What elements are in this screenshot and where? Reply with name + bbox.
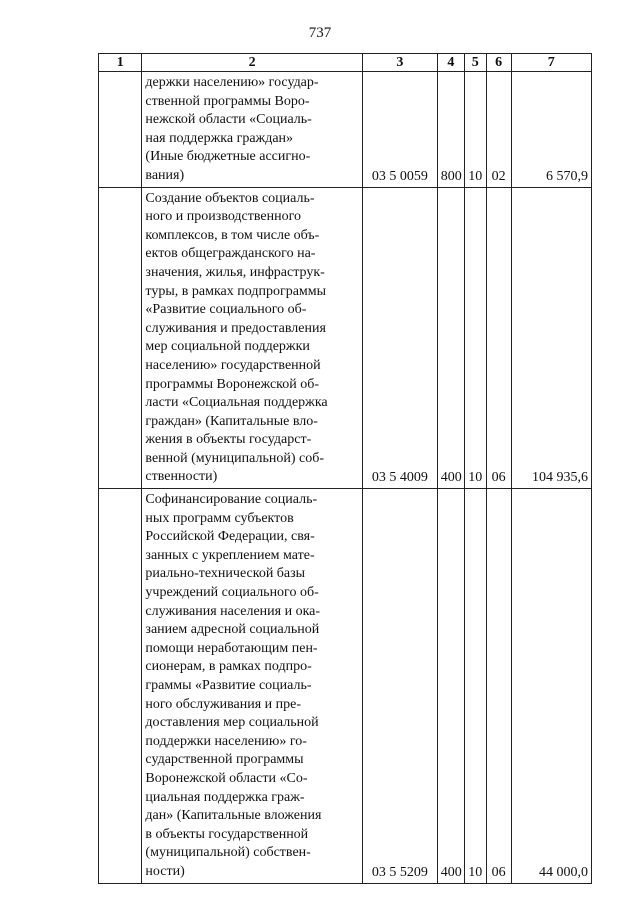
description-line: Российской Федерации, свя- [145, 529, 315, 545]
description-cell [142, 187, 362, 489]
row-index-cell [99, 72, 142, 188]
section-cell: 10 [464, 489, 486, 883]
description-line: вания) [145, 167, 185, 183]
description-line: ственности) [145, 469, 218, 485]
description-line: держки населению» государ- [145, 75, 319, 90]
description-line: ного и производственного [145, 209, 302, 225]
description-line: помощи неработающим пен- [145, 640, 318, 656]
description-line: населению» государственной [145, 357, 321, 373]
description-line: риально-технической базы [145, 566, 306, 582]
description-line: сударственной программы [145, 752, 304, 768]
description-line: жения в объекты государст- [145, 432, 312, 448]
description-line: мер социальной поддержки [145, 339, 310, 355]
column-header-7: 7 [511, 54, 591, 72]
section-cell: 10 [464, 72, 486, 188]
description-line: туры, в рамках подпрограммы [145, 283, 327, 299]
amount-cell: 104 935,6 [511, 187, 591, 489]
amount-cell: 44 000,0 [511, 489, 591, 883]
table-row [99, 489, 592, 883]
table-row [99, 187, 592, 489]
description-line: Создание объектов социаль- [145, 190, 315, 206]
row-index-cell [99, 489, 142, 883]
description-line: в объекты государственной [145, 826, 309, 842]
description-line: ласти «Социальная поддержка [145, 395, 328, 411]
description-line: значения, жилья, инфраструк- [145, 264, 325, 280]
description-line: «Развитие социального об- [145, 302, 307, 318]
code-cell: 03 5 5209 [362, 489, 437, 883]
description-line: сионерам, в рамках подпро- [145, 659, 312, 675]
table-row [99, 72, 592, 188]
description-line: программы Воронежской об- [145, 376, 320, 392]
description-line: ности) [145, 863, 185, 879]
description-line: (муниципальной) собствен- [145, 845, 311, 861]
column-header-2: 2 [142, 54, 362, 72]
header-row [99, 54, 592, 72]
subsection-cell: 06 [486, 489, 511, 883]
column-header-6: 6 [486, 54, 511, 72]
description-line: служивания населения и ока- [145, 603, 321, 619]
subsection-cell: 02 [486, 72, 511, 188]
column-header-1: 1 [99, 54, 142, 72]
description-line: ная поддержка граждан» [145, 130, 294, 146]
row-index-cell [99, 187, 142, 489]
description-line: нежской области «Социаль- [145, 112, 312, 128]
column-header-5: 5 [464, 54, 486, 72]
description-line: Софинансирование социаль- [145, 492, 318, 508]
page-number: 737 [308, 25, 332, 41]
description-line: ных программ субъектов [145, 510, 294, 526]
description-line: Воронежской области «Со- [145, 770, 308, 786]
column-header-4: 4 [437, 54, 464, 72]
description-line: граждан» (Капитальные вло- [145, 413, 318, 429]
kvr-cell: 400 [437, 187, 464, 489]
section-cell: 10 [464, 187, 486, 489]
description-line: циальная поддержка граж- [145, 789, 305, 805]
description-line: дан» (Капитальные вложения [145, 808, 322, 824]
description-line: поддержки населению» го- [145, 733, 307, 749]
description-cell [142, 489, 362, 883]
description-cell [142, 72, 362, 188]
column-header-3: 3 [362, 54, 437, 72]
description-line: ного обслуживания и пре- [145, 696, 302, 712]
budget-table [98, 53, 592, 884]
description-line: (Иные бюджетные ассигно- [145, 149, 311, 165]
kvr-cell: 400 [437, 489, 464, 883]
description-line: граммы «Развитие социаль- [145, 678, 312, 693]
description-line: служивания и предоставления [145, 320, 326, 336]
description-line: ектов общегражданского на- [145, 246, 316, 262]
description-line: доставления мер социальной [145, 715, 319, 731]
code-cell: 03 5 4009 [362, 187, 437, 489]
description-line: занных с укреплением мате- [145, 547, 315, 563]
code-cell: 03 5 0059 [362, 72, 437, 188]
description-line: занием адресной социальной [145, 622, 320, 638]
description-line: ственной программы Воро- [145, 93, 310, 109]
description-line: учреждений социального об- [145, 585, 319, 601]
kvr-cell: 800 [437, 72, 464, 188]
amount-cell: 6 570,9 [511, 72, 591, 188]
description-line: комплексов, в том числе объ- [145, 227, 320, 243]
description-line: венной (муниципальной) соб- [145, 450, 324, 466]
subsection-cell: 06 [486, 187, 511, 489]
